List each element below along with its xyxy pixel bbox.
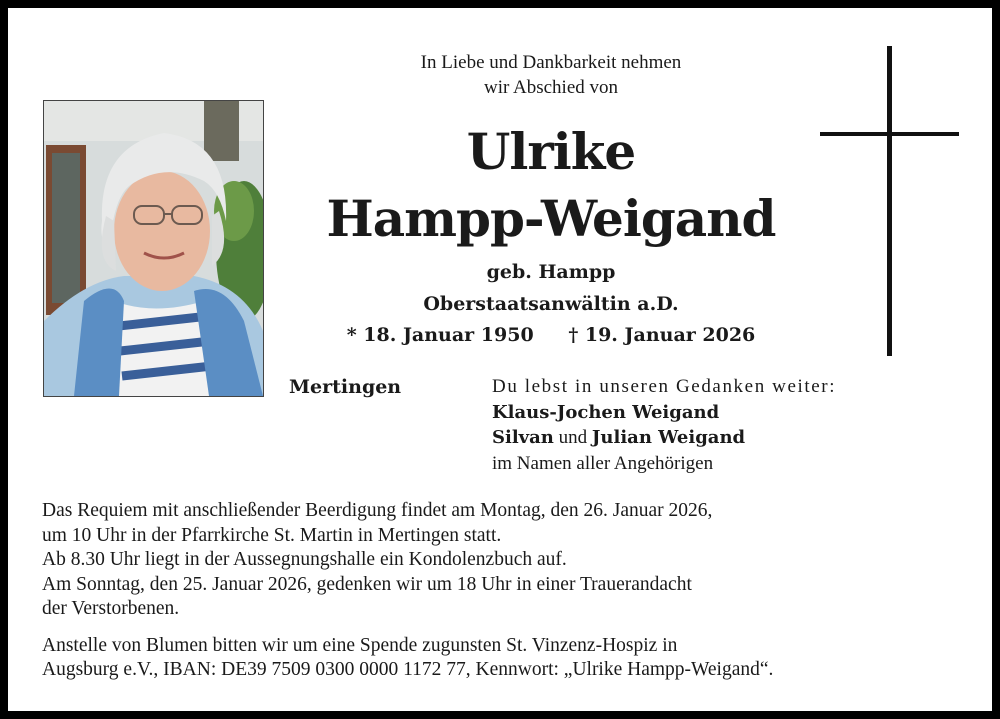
portrait-photo	[43, 100, 264, 397]
service-details	[42, 499, 972, 683]
family-closing: im Namen aller Angehörigen	[492, 452, 714, 474]
professional-title: Oberstaatsanwältin a.D.	[423, 293, 679, 315]
intro-line-2: wir Abschied von	[483, 77, 619, 98]
cross-bar	[820, 132, 959, 136]
service-line: Ab 8.30 Uhr liegt in der Aussegnungshalle ein Kondolenzbuch auf.	[42, 549, 567, 570]
birth-name: geb. Hampp	[486, 261, 616, 283]
intro-text	[308, 50, 794, 100]
family-member-2a: Silvan	[492, 427, 554, 448]
birth-date: * 18. Januar 1950	[346, 324, 534, 346]
family-motto: Du lebst in unseren Gedanken weiter:	[492, 376, 837, 397]
service-line: um 10 Uhr in der Pfarrkirche St. Martin in Mertingen statt.	[42, 524, 502, 546]
family-block	[492, 374, 836, 476]
deceased-first-name: Ulrike	[466, 122, 636, 181]
service-line: der Verstorbenen.	[42, 598, 180, 619]
intro-line-1: In Liebe und Dankbarkeit nehmen	[420, 52, 682, 73]
family-and: und	[558, 427, 588, 448]
death-date: † 19. Januar 2026	[568, 324, 756, 346]
service-line: Das Requiem mit anschließender Beerdigung findet am Montag, den 26. Januar 2026,	[42, 500, 713, 521]
family-member-1: Klaus-Jochen Weigand	[492, 401, 720, 423]
cross-icon	[887, 46, 892, 356]
place-name: Mertingen	[289, 376, 402, 398]
service-line: Am Sonntag, den 25. Januar 2026, gedenken wir um 18 Uhr in einer Trauerandacht	[42, 573, 692, 595]
donation-line: Augsburg e.V., IBAN: DE39 7509 0300 0000 1172 77, Kennwort: „Ulrike Hampp-Weigand“.	[42, 659, 774, 680]
deceased-last-name: Hampp-Weigand	[326, 189, 776, 248]
life-dates	[308, 321, 794, 349]
portrait-illustration	[44, 101, 263, 396]
donation-line: Anstelle von Blumen bitten wir um eine Spende zugunsten St. Vinzenz-Hospiz in	[42, 634, 678, 656]
family-member-2b: Julian Weigand	[591, 427, 746, 448]
obituary-card	[8, 8, 992, 711]
